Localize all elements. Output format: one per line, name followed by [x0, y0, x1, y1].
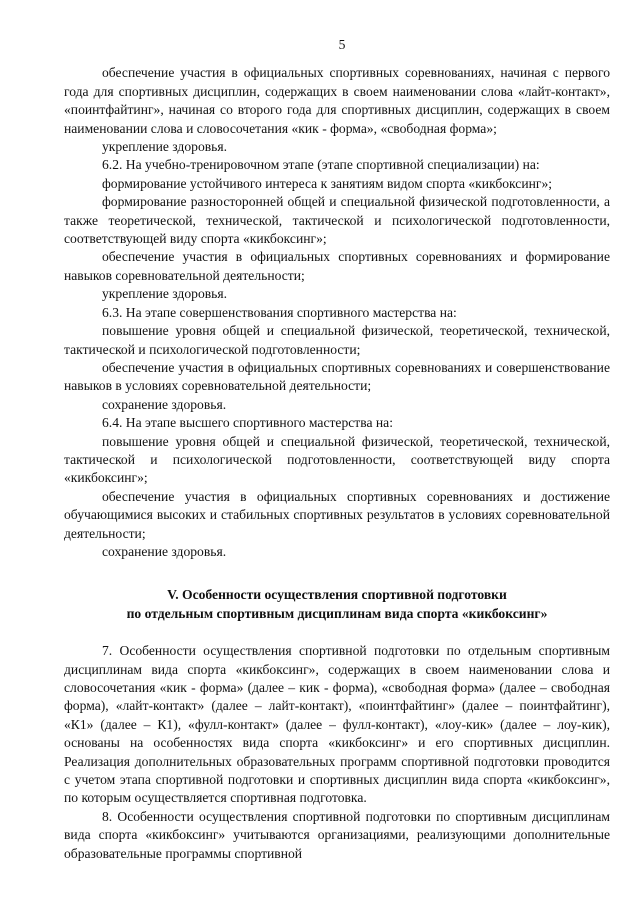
paragraph: обеспечение участия в официальных спортивных соревнованиях и совершенствование навыков в условиях соревновательной деятельности;: [64, 359, 610, 394]
section-heading: [64, 586, 610, 623]
paragraph: повышение уровня общей и специальной физической, теоретической, технической, тактической и психологической подготовленности, соответствующей виду спорта «кикбоксинг»;: [64, 433, 610, 486]
paragraph: укрепление здоровья.: [102, 139, 228, 155]
paragraph: обеспечение участия в официальных спортивных соревнованиях и достижение обучающимися высоких и стабильных спортивных результатов в условиях соревновательной деятельности;: [64, 488, 610, 541]
paragraph: укрепление здоровья.: [102, 286, 228, 302]
section-heading-line: по отдельным спортивным дисциплинам вида спорта «кикбоксинг»: [126, 605, 548, 621]
paragraph: повышение уровня общей и специальной физической, теоретической, технической, тактической и психологической подготовленности;: [64, 323, 610, 357]
paragraph: 7. Особенности осуществления спортивной подготовки по отдельным спортивным дисциплинам вида спорта «кикбоксинг», содержащих в своем наименовании слова и словосочетания «кик - форма» (далее – кик - форма), «свободная форма» (далее – свободная форма), «лайт-контакт» (далее – лайт-контакт), «поинтфайтинг» (далее – поинтфайтинг), «К1» (далее – К1), «фулл-контакт» (далее – фулл-контакт), «лоу-кик» (далее – лоу-кик), основаны на особенностях вида спорта «кикбоксинг» и его спортивных дисциплин. Реализация дополнительных образовательных программ спортивной подготовки проводится с учетом этапа спортивной подготовки и спортивных дисциплин вида спорта «кикбоксинг», по которым осуществляется спортивная подготовка.: [64, 643, 610, 806]
paragraph: 6.2. На учебно-тренировочном этапе (этапе спортивной специализации) на:: [102, 157, 540, 173]
page-number: 5: [338, 37, 346, 52]
paragraph: 6.4. На этапе высшего спортивного мастерства на:: [102, 415, 393, 431]
paragraph: сохранение здоровья.: [102, 396, 227, 412]
paragraph: обеспечение участия в официальных спортивных соревнованиях, начиная с первого года для спортивных дисциплин, содержащих в своем наименовании слова «лайт-контакт», «поинтфайтинг», начиная со второго года для спортивных дисциплин, содержащих в своем наименовании слова и словосочетания «кик - форма», «свободная форма»;: [64, 65, 610, 136]
paragraph: формирование устойчивого интереса к занятиям видом спорта «кикбоксинг»;: [102, 175, 553, 191]
paragraph: 6.3. На этапе совершенствования спортивного мастерства на:: [102, 304, 457, 320]
paragraph: 8. Особенности осуществления спортивной подготовки по спортивным дисциплинам вида спорта «кикбоксинг» учитываются организациями, реализующими дополнительные образовательные программы спортивной: [64, 808, 610, 861]
paragraph: обеспечение участия в официальных спортивных соревнованиях и формирование навыков соревновательной деятельности;: [64, 249, 610, 283]
paragraph: сохранение здоровья.: [102, 543, 227, 559]
section-heading-line: V. Особенности осуществления спортивной подготовки: [167, 587, 507, 603]
paragraph: формирование разносторонней общей и специальной физической подготовленности, а также теоретической, технической, тактической и психологической подготовленности, соответствующей виду спорта «кикбоксинг»;: [64, 194, 610, 247]
